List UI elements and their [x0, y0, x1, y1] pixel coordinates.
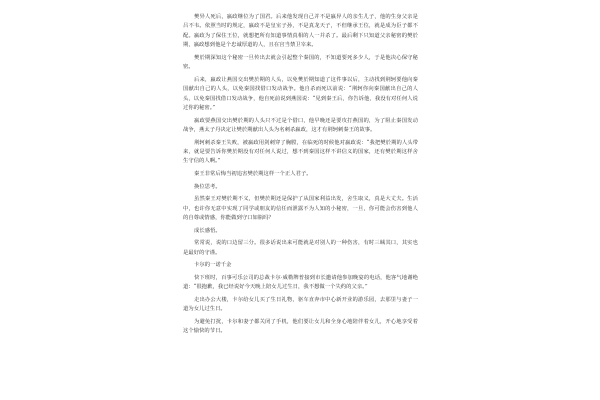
paragraph-1: 樊异人死后，嬴政继位为了国君。后来他发现自己并不是嬴异人的亲生儿子，他的生身父亲是吕不韦。依照当时的规定，嬴政不是皇室子孙，不是真龙天子，不但继承王位，就是成为臣子都不配。嬴政为了保住王位，就想把所有知道事情真相的人一并杀了。最后剩下只知道父亲秘密的樊於期，嬴政想到他是个忠诚厚道的人，且在宫当禁卫宰来。: [183, 14, 418, 49]
section-heading-perspective: 换位思考。: [194, 183, 221, 190]
paragraph-9: 快下班时，百事可乐公司的总裁卡尔·威勒牌普接到市长邀请他参加晚宴的电话，他客气地谢绝道：“很抱歉，我已经说好今天晚上陪女儿过生日，我不想做一个失约的父亲。”: [183, 274, 418, 291]
paragraph-8: 常常说，说的口边留三分。很多话说出来可能就是对别人的一种伤害，有时三缄其口，其实也是最好的守谨。: [183, 240, 418, 256]
paragraph-10: 走出办公大楼，卡尔给女儿买了生日礼物，驱车直奔市中心新开业的游乐园，去那里与妻子一道为女儿过生日。: [183, 296, 418, 313]
story-title: 卡尔的一诺千金: [194, 262, 232, 269]
paragraph-4: 嬴政要燕国交出樊於期的人头只不过是个借口，他早晚还是要攻打燕国的，为了阻止秦国发动战争，燕太子丹决定让樊於期献出人头为名刺杀嬴政，这才有荆轲刺秦王的故事。: [183, 117, 418, 134]
text-column: [183, 13, 418, 340]
paragraph-6: 秦王非常后悔当初追害樊於期这样一个正人君子。: [194, 171, 312, 178]
paragraph-7: 虽然秦王对樊於期不义，但樊於期还是保护了从国家利益出发，舍生取义，真是大丈夫。生活中，也许你无意中实现了同学或朋友的信任而泄露不为人知的小秘密，一旦，你可能会伤害到他人的自尊或情感，你能做到守口如瓶吗？: [183, 196, 418, 222]
paragraph-5: 荆轲刺杀秦王失败，被嬴政用剑刺穿了胸膛，在临死的时候他对嬴政说：“我把樊於期的人头带来，就是要告诉你樊於期没有对任何人说过，想不到秦国这样不讲信义的国家，还有樊於期这样舍生守信的人啊。”: [183, 139, 418, 165]
paragraph-2: 樊於期深知这个秘密一旦传出去就会引起整个秦国的，不知道要死多少人，于是他决心保守秘密。: [183, 54, 418, 71]
paragraph-11: 为避免打扰，卡尔和妻子都关闭了手机，他们要让女儿和全身心地陪伴着女儿，开心地享受着这个愉快的节日。: [183, 318, 418, 335]
paragraph-3: 后来，嬴政让燕国交出樊於期的人头，以免樊於期知道了这件事以后，主动找到荆轲要他向秦国献出自己的人头，以免秦国找借口发动战争。他自杀而死以前说：“荆轲你向秦国献出自己的人头，以免秦国找借口发动战争，他自死前说到燕国说：“见到秦王后，你告诉他，我没有对任何人说过你的秘密。”: [183, 76, 418, 112]
section-heading-reflection: 成长感悟。: [194, 227, 221, 234]
